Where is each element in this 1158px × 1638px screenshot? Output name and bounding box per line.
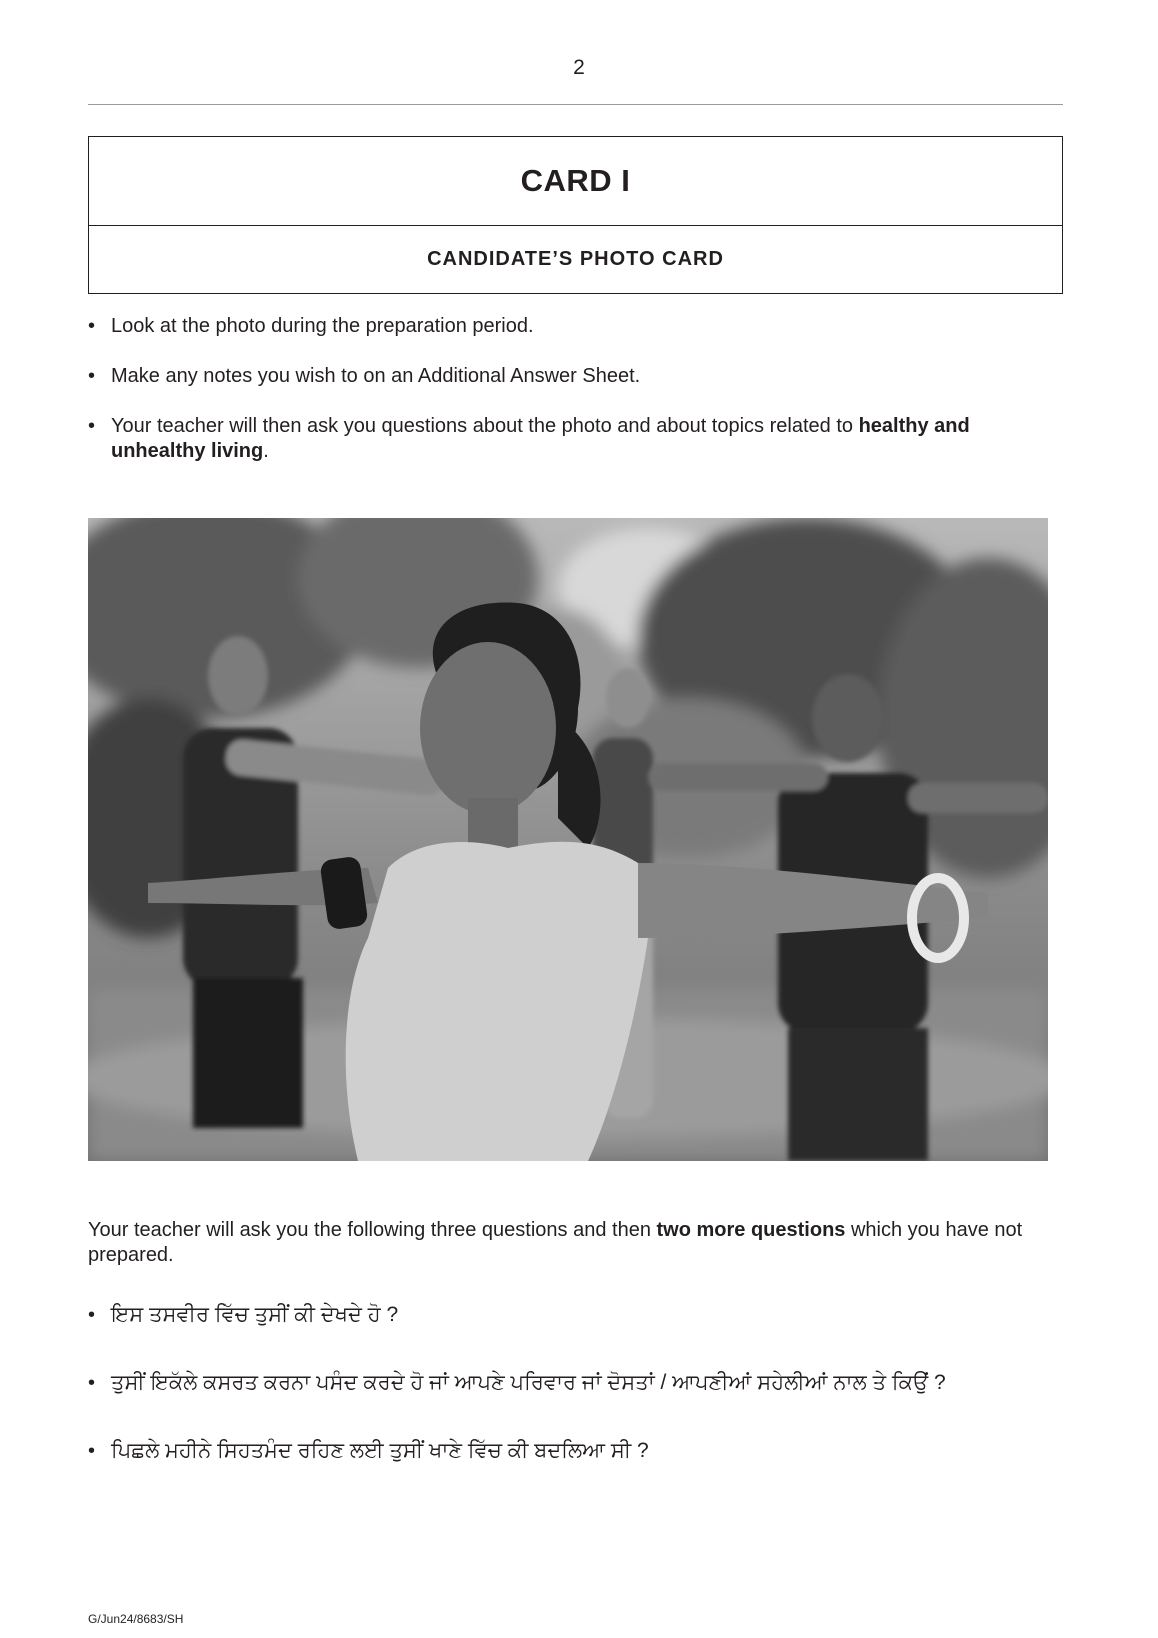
topic-bold: healthy and unhealthy living <box>111 415 970 462</box>
intro-text-end: which you have not prepared. <box>88 1219 1023 1266</box>
header-divider <box>88 104 1063 105</box>
card-title: CARD I <box>89 137 1062 226</box>
card-header-box <box>88 136 1063 294</box>
question-item: • ਪਿਛਲੇ ਮਹੀਨੇ ਸਿਹਤਮੰਦ ਰਹਿਣ ਲਈ ਤੁਸੀਂ ਖਾਣੇ ਵਿੱਚ ਕੀ ਬਦਲਿਆ ਸੀ ? <box>88 1436 1078 1466</box>
questions-intro <box>88 1218 1063 1268</box>
card-subtitle: CANDIDATE’S PHOTO CARD <box>427 248 724 270</box>
footer-code: G/Jun24/8683/SH <box>88 1612 184 1626</box>
instruction-punctuation: . <box>263 440 269 462</box>
instruction-text: Your teacher will then ask you questions about the photo and about topics related to <box>111 415 859 437</box>
instruction-list <box>88 314 1063 489</box>
question-item: • ਤੁਸੀਂ ਇਕੱਲੇ ਕਸਰਤ ਕਰਨਾ ਪਸੰਦ ਕਰਦੇ ਹੋ ਜਾਂ ਆਪਣੇ ਪਰਿਵਾਰ ਜਾਂ ਦੋਸਤਾਂ / ਆਪਣੀਆਂ ਸਹੇਲੀਆਂ ਨਾਲ ਤੇ ਕਿਉਂ ? <box>88 1368 1078 1398</box>
page-number: 2 <box>573 56 585 79</box>
instruction-item: • Look at the photo during the preparation period. <box>88 314 1063 339</box>
question-list <box>88 1300 1078 1504</box>
instruction-item <box>88 414 1063 464</box>
instruction-item: • Make any notes you wish to on an Additional Answer Sheet. <box>88 364 1063 389</box>
intro-bold: two more questions <box>656 1219 846 1241</box>
intro-text: Your teacher will ask you the following three questions and then <box>88 1219 657 1241</box>
question-item: • ਇਸ ਤਸਵੀਰ ਵਿੱਚ ਤੁਸੀਂ ਕੀ ਦੇਖਦੇ ਹੋ ? <box>88 1300 1078 1330</box>
exercise-photo <box>88 518 1048 1161</box>
photo-illustration <box>88 518 1048 1161</box>
